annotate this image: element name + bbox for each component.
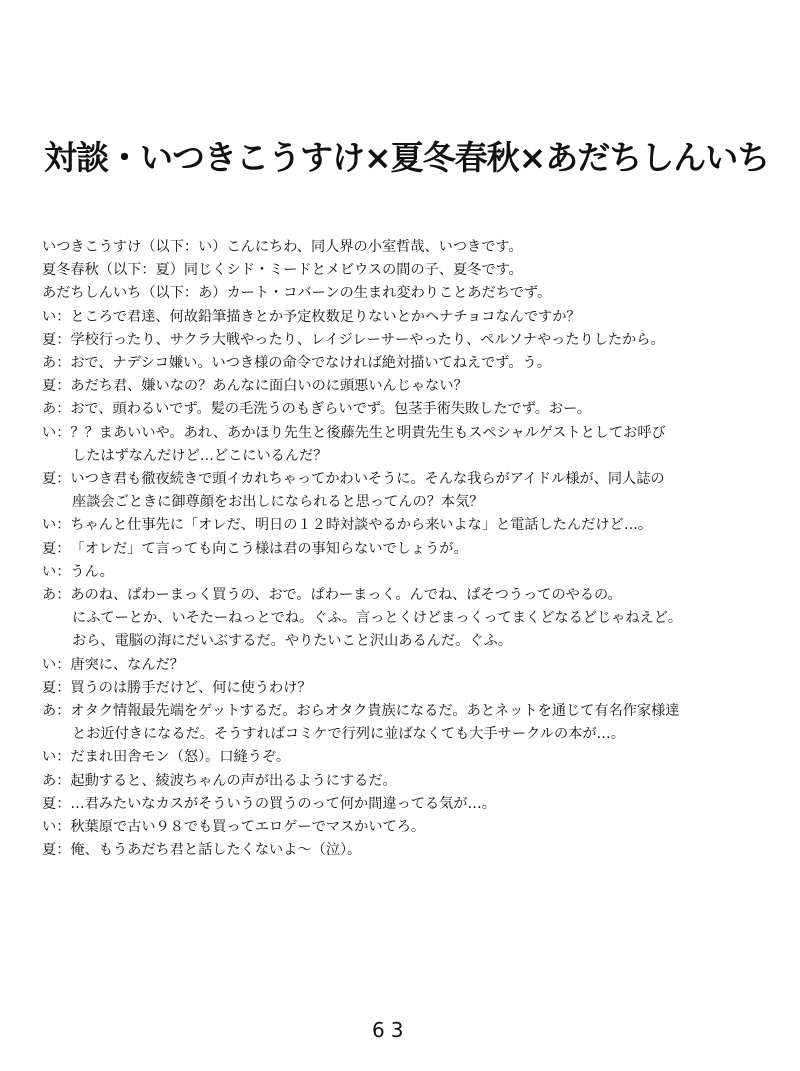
dialogue-text: いつき君も徹夜続きで頭イカれちゃってかわいそうに。そんな我らがアイドル様が、同人誌の <box>70 471 665 488</box>
dialogue-text: 買うのは勝手だけど、何に使うわけ？ <box>70 679 312 696</box>
speaker-label: い： <box>42 749 71 766</box>
dialogue-text: ちゃんと仕事先に「オレだ、明日の１２時対談やるから来いよな」と電話したんだけど…。 <box>70 517 653 534</box>
dialogue-line: にふてーとか、いそたーねっとでね。ぐふ。言っとくけどまっくってまくどなるどじゃねえど。 <box>72 610 683 627</box>
speaker-label: あ： <box>42 401 71 418</box>
dialogue-line <box>42 746 782 769</box>
dialogue-line <box>42 329 782 352</box>
dialogue-text: 「オレだ」て言っても向こう様は君の事知らないでしょうが。 <box>70 540 468 557</box>
dialogue-line <box>42 677 782 700</box>
dialogue-line <box>42 514 782 537</box>
dialogue-line <box>42 259 782 282</box>
speaker-label: い： <box>42 563 71 580</box>
dialogue-text: うん。 <box>70 563 114 580</box>
dialogue-line <box>42 375 782 398</box>
dialogue-text: 夏冬春秋（以下：夏）同じくシド・ミードとメビウスの間の子、夏冬です。 <box>42 262 523 279</box>
page-number: 63 <box>372 1018 410 1042</box>
dialogue-line: 座談会ごときに御尊顔をお出しになられると思ってんの？本気？ <box>72 494 484 511</box>
speaker-label: 夏： <box>42 471 71 488</box>
dialogue-line <box>42 422 782 445</box>
speaker-label: あ： <box>42 703 71 720</box>
dialogue-text: 起動すると、綾波ちゃんの声が出るようにするだ。 <box>70 772 397 789</box>
dialogue-line <box>42 839 782 862</box>
speaker-label: 夏： <box>42 378 71 395</box>
speaker-label: い： <box>42 819 71 836</box>
dialogue-text: あのね、ぱわーまっく買うの、おで。ぱわーまっく。んでね、ぱそつうってのやるの。 <box>70 587 622 604</box>
article-title: 対談・いつきこうすけ×夏冬春秋×あだちしんいち <box>44 138 770 177</box>
speaker-label: 夏： <box>42 540 71 557</box>
dialogue-text: 唐突に、なんだ？ <box>70 656 184 673</box>
dialogue-line <box>42 468 782 491</box>
dialogue-line <box>42 398 782 421</box>
dialogue-text: オタク情報最先端をゲットするだ。おらオタク貴族になるだ。あとネットを通じて有名作家様達 <box>70 703 680 720</box>
speaker-label: 夏： <box>42 679 71 696</box>
speaker-label: い： <box>42 308 71 325</box>
dialogue-line: とお近付きになるだ。そうすればコミケで行列に並ばなくても大手サークルの本が…。 <box>72 726 625 743</box>
speaker-label: 夏： <box>42 842 71 859</box>
speaker-label: い： <box>42 517 71 534</box>
dialogue-line <box>42 306 782 329</box>
speaker-label: あ： <box>42 772 71 789</box>
speaker-label: 夏： <box>42 331 71 348</box>
dialogue-text: ところで君達、何故鉛筆描きとか予定枚数足りないとかヘナチョコなんですか？ <box>70 308 581 325</box>
dialogue-text: 秋葉原で古い９８でも買ってエロゲーでマスかいてろ。 <box>70 819 426 836</box>
dialogue-line <box>42 770 782 793</box>
dialogue-text: あだちしんいち（以下：あ）カート・コバーンの生まれ変わりことあだちでず。 <box>42 285 552 302</box>
dialogue-line <box>42 282 782 305</box>
dialogue-text: …君みたいなカスがそういうの買うのって何か間違ってる気が…。 <box>70 795 496 812</box>
dialogue-line: おら、電脳の海にだいぶするだ。やりたいこと沢山あるんだ。ぐふ。 <box>72 633 513 650</box>
dialogue-text: ？？まあいいや。あれ、あかほり先生と後藤先生と明貴先生もスペシャルゲストとしてお呼び <box>70 424 666 441</box>
dialogue-line: したはずなんだけど…どこにいるんだ？ <box>72 447 328 464</box>
dialogue-line <box>42 816 782 839</box>
dialogue-text: 学校行ったり、サクラ大戦やったり、レイジレーサーやったり、ペルソナやったりしたから。 <box>70 331 665 348</box>
dialogue-line <box>42 793 782 816</box>
dialogue-line <box>42 654 782 677</box>
speaker-label: い： <box>42 656 71 673</box>
speaker-label: あ： <box>42 587 71 604</box>
speaker-label: 夏： <box>42 795 71 812</box>
dialogue-line <box>42 538 782 561</box>
dialogue-text: あだち君、嫌いなの？あんなに面白いのに頭悪いんじゃない？ <box>70 378 468 395</box>
dialogue-text: だまれ田舎モン（怒）。口縫うぞ。 <box>70 749 291 766</box>
dialogue-text: おで、ナデシコ嫌い。いつき様の命令でなければ絶対描いてねえでず。う。 <box>70 355 551 372</box>
dialogue-line <box>42 352 782 375</box>
dialogue-line <box>42 700 782 723</box>
dialogue-line <box>42 236 782 259</box>
speaker-label: い： <box>42 424 71 441</box>
dialogue-text: おで、頭わるいでず。髪の毛洗うのもぎらいでず。包茎手術失敗したでず。おー。 <box>70 401 591 418</box>
dialogue-body <box>42 236 782 862</box>
dialogue-line <box>42 561 782 584</box>
dialogue-text: 俺、もうあだち君と話したくないよ～（泣）。 <box>70 842 362 859</box>
speaker-label: あ： <box>42 355 71 372</box>
dialogue-text: いつきこうすけ（以下：い）こんにちわ、同人界の小室哲哉、いつきです。 <box>42 239 523 255</box>
dialogue-line <box>42 584 782 607</box>
